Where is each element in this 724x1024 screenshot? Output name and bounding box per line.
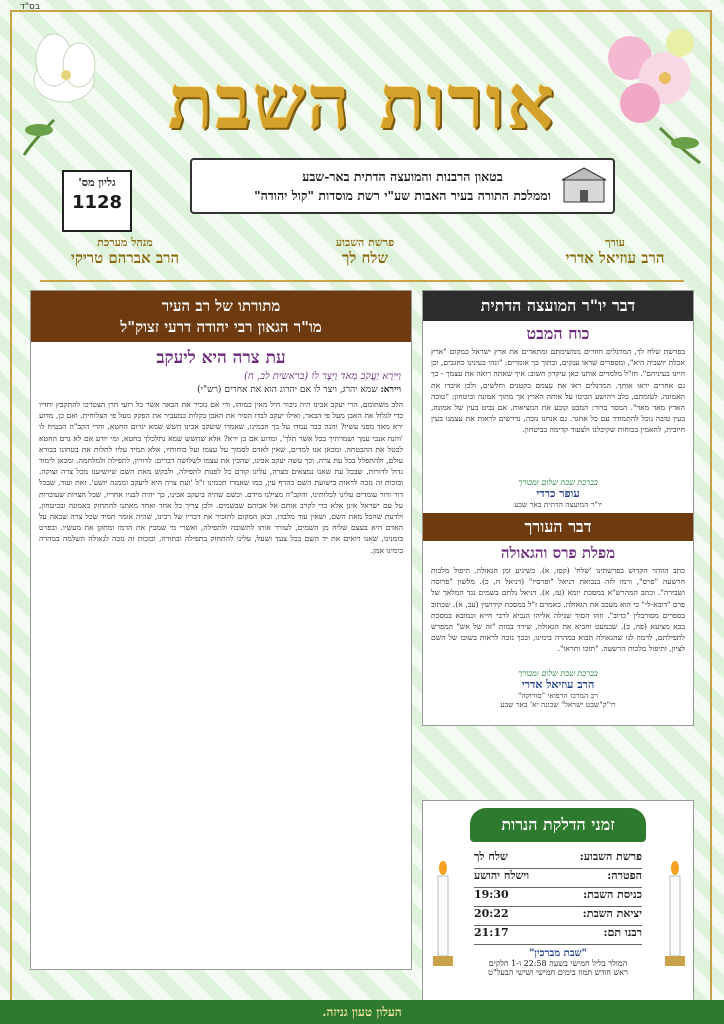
candle-row-value: 21:17 [474, 926, 509, 939]
candle-row-value: 19:30 [474, 888, 509, 901]
candle-row-value: שלח לך [474, 850, 508, 863]
issue-badge [62, 170, 132, 232]
molad-block [440, 948, 676, 977]
council-header: דבר יו"ר המועצה הדתית [423, 291, 693, 321]
credit-name: הרב עוזיאל אדרי [565, 249, 665, 267]
right-column [422, 290, 694, 726]
candle-lighting-header: זמני הדלקת הנרות [470, 808, 646, 842]
council-sig-greeting: בברכת שבת שלום ומבורך [518, 478, 598, 487]
candle-row [474, 869, 642, 888]
candle-row-value: וישלח יהושע [474, 869, 530, 882]
rashi-block [31, 382, 411, 399]
building-icon [560, 166, 608, 206]
issue-number: 1128 [71, 192, 123, 213]
council-sig-name: עופר כרדי [536, 487, 580, 500]
banner-line-1: בטאון הרבנות והמועצה הדתית באר-שבע [302, 169, 503, 184]
masthead-title: אורות השבת [167, 60, 557, 146]
verse-ref: (בראשית לב, ח) [243, 371, 309, 382]
credit-role: פרשת השבוע [335, 236, 395, 249]
bsd-label: בס"ד [20, 2, 41, 12]
council-title: כוח המבט [526, 324, 590, 343]
candle-row-label: יציאת השבת: [582, 907, 642, 920]
candle-row [474, 888, 642, 907]
rav-title: עת צרה היא ליעקב [156, 348, 286, 368]
verse-block [31, 371, 411, 382]
rav-header-line-1: מתורתו של רב העיר [161, 297, 281, 315]
footer-notice: העלון טעון גניזה. [0, 1000, 724, 1024]
verse-text: וַיִּירָא יַעֲקֹב מְאֹד וַיֵּצֶר לוֹ [311, 371, 401, 382]
left-column [30, 290, 412, 970]
credit-parasha [290, 236, 440, 268]
rashi-label: ויירא: [380, 385, 401, 395]
candle-row-value: 20:22 [474, 907, 509, 920]
credit-name: הרב אברהם טריקי [70, 249, 180, 267]
credit-name: שלח לך [341, 249, 389, 267]
candle-row [474, 907, 642, 926]
molad-line-1: המולד בליל חמישי בשעה 22:58 ו-1 חלקים [488, 959, 628, 968]
editor-title: מפלת פרס והגאולה [500, 544, 616, 562]
credit-manager [40, 236, 210, 268]
editor-sig-name: הרב עוזיאל אדרי [521, 678, 595, 691]
rashi-ref: (רש"י) [197, 385, 222, 395]
header-divider [40, 280, 684, 282]
candle-row [474, 850, 642, 869]
issue-label: גליון מס' [78, 176, 116, 189]
editor-header: דבר העורך [423, 513, 693, 541]
candle-row-label: פרשת השבוע: [579, 850, 642, 863]
rav-header-line-2: מו"ר הגאון רבי יהודה דרעי זצוק"ל [120, 318, 322, 336]
rashi-text: שמא יהרג, ויצר לו אם יהרוג הוא את אחרים [224, 385, 378, 395]
molad-line-2: ראש חודש תמוז בימים חמישי ושישי הבעל"ט [488, 968, 628, 977]
publisher-banner [190, 158, 615, 214]
editor-text: כתב הזוהר הקדוש בפרשתינו 'שלח' (קסז, א). כשיגיע זמן הגאולה, תיפול מלכות הרשעה "פרס", ורמז לזה בנבואת דניאל "ופרסיו" (דניאל ח, כ). מלשון "פרוסה ושבירה". וכתב המהרש"א במסכת יומא (עז, א). דניאל נלחם בשמים נגד המלאך של פרס "דובא-לי" כי הוא מעכב את הגאולה. כאמרם ז"ל במסכת קידושין (עב, א). שכתוב בספרים מסורבלין "כדוב". וזהו הסוד שגילה אליהו הנביא לרבי חייא וכמובא במסכת בבא מציעא (פה, ב). שכמעט וחביא את הגאולה, שירד במות "זה של אש" המפרש לתפילתם, לרמוז לנו שהגאולה תבוא במהרה בימינו, ובכך נזכה לראות בשובו של השם לציון, ותיפול מלכות הרשעה. "תזכו ותראו". [431, 566, 685, 654]
rav-header [31, 291, 411, 342]
credit-editor [540, 236, 690, 268]
editor-sig-greeting: בברכת שבת שלום ומבורך [518, 669, 598, 678]
candle-row [474, 926, 642, 945]
credit-role: עורך [605, 236, 625, 249]
candle-times-table [474, 850, 642, 945]
council-sig-role: יו"ר המועצה הדתית באר שבע [514, 500, 602, 509]
candle-row-label: כניסת השבת: [583, 888, 642, 901]
molad-title: "שבת מברכין" [529, 948, 587, 959]
editor-sig-role-2: רו"ק"שבט ישראל" שכונה יא' באר שבע [500, 700, 616, 709]
rav-body-text: הלב משתומם, הרי יעקב אבינו היה גיבור חיל מאין כמוהו, ודי אם נזכיר את הבאר אשר כל רועי חרן הצטרכו להתקבץ יחדיו כדי לגלול את האבן מעל פי הבאר, ואילו יעקב לבדו הסיר את האבן בקלות כמעביר את הפקק מעל פי הצלוחית. ואם כן, מדוע ירא מאד מפני עשיו? והנה כבר עמדו על כך חכמינו, שאמרו שיעקב אבינו חשש שמא יגרום החטא, והרי הקב"ה הבטיח לו 'והנה אנכי עמך ושמרתיך בכל אשר תלך', ומדוע אם כן ירא? אלא שחשש שמא נתלכלך בחטא, ומי יודע אם לא גרם החטא לבטל את ההבטחה. ומכאן אנו למדים, שאין לאדם לסמוך על עצמו ועל כוחותיו, אלא תמיד עליו לתלות את בטחונו בבורא עולם, ולהתפלל בכל עת צרה. וכך עשה יעקב אבינו, שהכין את עצמו לשלושה דברים: לדורון, לתפילה ולמלחמה. ומכאן לימוד גדול לדורות, שבכל עת שאנו נמצאים בצרה, עלינו קודם כל לפנות לתפילה, ולבקש מאת השם שיושיענו מכל צרה וצוקה. ובזכות זה נזכה לראות בישועת השם כהרף עין, כמו שאמרו חכמינו ז"ל 'ועת צרה היא ליעקב וממנה יושע'. זאת ועוד, שבכל דור ודור עומדים עלינו לכלותינו, והקב"ה מצילנו מידם. וכשם שהיה ביעקב אבינו, כך יהיה לבניו אחריו, שכל הצרות שעוברות על עם ישראל אינן אלא כדי לקרב אותם אל אביהם שבשמים. ולכן צריך כל אחד ואחד מאתנו להתחזק באמונה ובביטחון, ולדעת שהכל מאת השם, ושאין עוד מלבדו. וכאן המקום להזכיר את דבריו של רבינו, שהיה אומר תמיד שכל צרה שבאה על האדם היא בעצם שליח מן השמים, לעורר אותו לתשובה ולתפילה, ואשרי מי שמבין את הרמז ומתקן את מעשיו. ובפרט בזמנינו, שאנו רואים את יד השם בכל צעד ושעל, עלינו להתחזק בתפילה ובתורה, ובזכות זה נזכה לגאולה השלמה במהרה בימינו אמן. [39, 400, 403, 555]
banner-line-2: וממלכת התורה בעיר האבות שע"י רשת מוסדות "קול יהודה" [254, 188, 551, 203]
credit-role: מנהל מערכת [97, 236, 153, 249]
council-text: בפרשת שלח לך, המרגלים חוזרים ממשימתם ומתארים את ארץ ישראל כמקום "ארץ אכלת יושביה היא", ומספרים שראו ענקים, ובתוך כך אומרים: "ונהי בעינינו כחגבים, וכן היינו בעיניהם". חז"ל מלמדים אותנו כאן עיקרון חשוב: איך שאתה רואה את עצמך - כך גם אחרים יראו אותך. המרגלים ראו את עצמם כקטנים וחלשים, ולכן איבדו את האמונה. לעומתם, כלב ויהושע הביטו על אותה הארץ אך מתוך אמונה וביטחון: "טובה הארץ מאד מאד". המסר ברור: המבט קובע את המציאות. אם נביט בעין של אמונה, בעין טובה נוכל להתמודד עם כל אתגר. גם אנחנו נזכה, נדרשים לראות את עצמנו בעין חיובית, להאמין בכוחות שקיבלנו ולצעוד קדימה בביטחון. [431, 347, 685, 435]
candle-row-label: הפטרה: [607, 869, 642, 882]
editor-sig-role-1: רב המרכז הרפואי "סורוקה" [518, 691, 598, 700]
candle-row-label: רבנו תם: [603, 926, 642, 939]
